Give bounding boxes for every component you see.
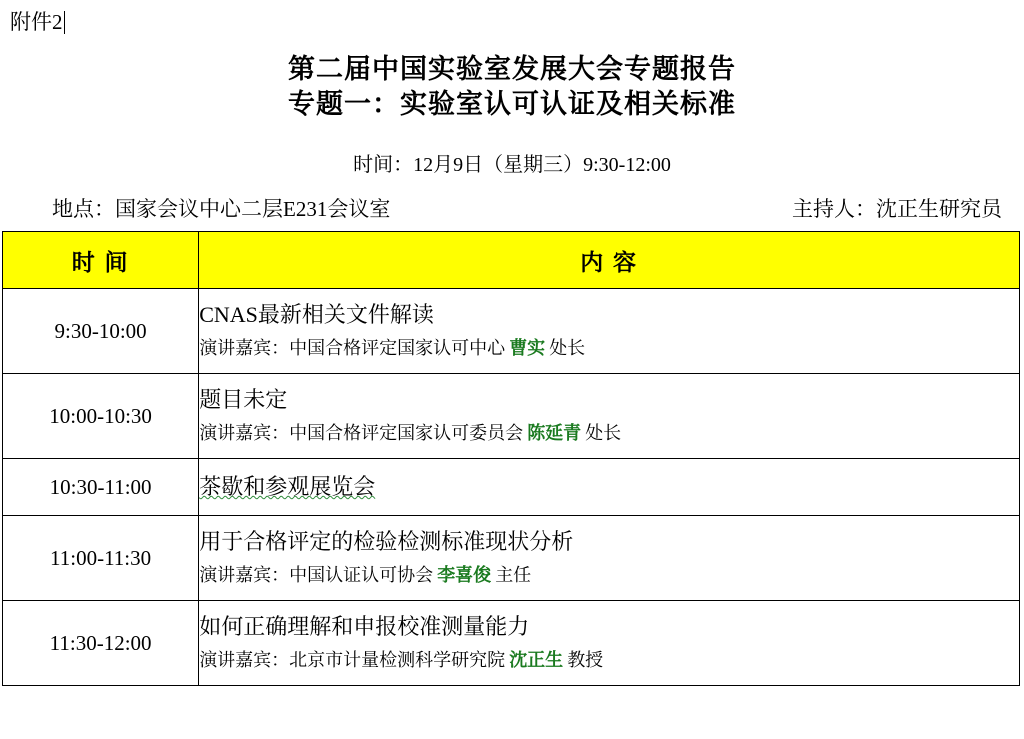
session-title: 题目未定: [199, 387, 288, 412]
document-title-line1: 第二届中国实验室发展大会专题报告: [288, 54, 736, 84]
session-title: 用于合格评定的检验检测标准现状分析: [199, 529, 574, 554]
session-speaker-line: [199, 419, 1019, 447]
table-row: [3, 516, 1020, 601]
header-cell-time: 时 间: [3, 232, 199, 289]
row-time: 11:30-12:00: [3, 601, 199, 686]
row-content: [199, 374, 1020, 459]
session-speaker-line: [199, 334, 1019, 362]
speaker-name: 陈延青: [527, 423, 582, 443]
row-content: [199, 459, 1020, 516]
session-title: CNAS最新相关文件解读: [199, 302, 434, 327]
table-row: [3, 601, 1020, 686]
row-time: 9:30-10:00: [3, 289, 199, 374]
row-content: [199, 289, 1020, 374]
speaker-title: 主任: [495, 565, 532, 585]
attachment-label-text: 附件2: [10, 10, 63, 34]
speaker-prefix: 演讲嘉宾：北京市计量检测科学研究院: [199, 650, 506, 670]
row-time: 10:30-11:00: [3, 459, 199, 516]
event-host-line: 主持人：沈正生研究员: [792, 197, 1002, 221]
speaker-title: 处长: [585, 423, 622, 443]
session-speaker-line: [199, 561, 1019, 589]
session-speaker-line: [199, 646, 1019, 674]
session-title: 如何正确理解和申报校准测量能力: [199, 614, 530, 639]
table-row: [3, 374, 1020, 459]
attachment-label: [10, 6, 65, 36]
speaker-name: 曹实: [509, 338, 546, 358]
table-row: [3, 289, 1020, 374]
title-block: [0, 52, 1024, 122]
row-content: [199, 601, 1020, 686]
speaker-prefix: 演讲嘉宾：中国认证认可协会: [199, 565, 434, 585]
event-place-line: 地点：国家会议中心二层E231会议室: [52, 197, 391, 221]
document-title-line2: 专题一：实验室认可认证及相关标准: [288, 89, 736, 119]
session-title: 茶歇和参观展览会: [199, 474, 376, 499]
agenda-table: [2, 231, 1020, 686]
speaker-name: 沈正生: [509, 650, 564, 670]
event-time-line: 时间：12月9日（星期三）9:30-12:00: [353, 154, 671, 176]
row-content: [199, 516, 1020, 601]
speaker-title: 处长: [549, 338, 586, 358]
speaker-name: 李喜俊: [437, 565, 492, 585]
speaker-prefix: 演讲嘉宾：中国合格评定国家认可中心: [199, 338, 506, 358]
row-time: 10:00-10:30: [3, 374, 199, 459]
table-row: [3, 459, 1020, 516]
header-cell-content: 内 容: [199, 232, 1020, 289]
speaker-prefix: 演讲嘉宾：中国合格评定国家认可委员会: [199, 423, 524, 443]
row-time: 11:00-11:30: [3, 516, 199, 601]
table-header-row: [3, 232, 1020, 289]
speaker-title: 教授: [567, 650, 604, 670]
meta-row: [0, 193, 1024, 223]
text-caret: [64, 11, 65, 34]
